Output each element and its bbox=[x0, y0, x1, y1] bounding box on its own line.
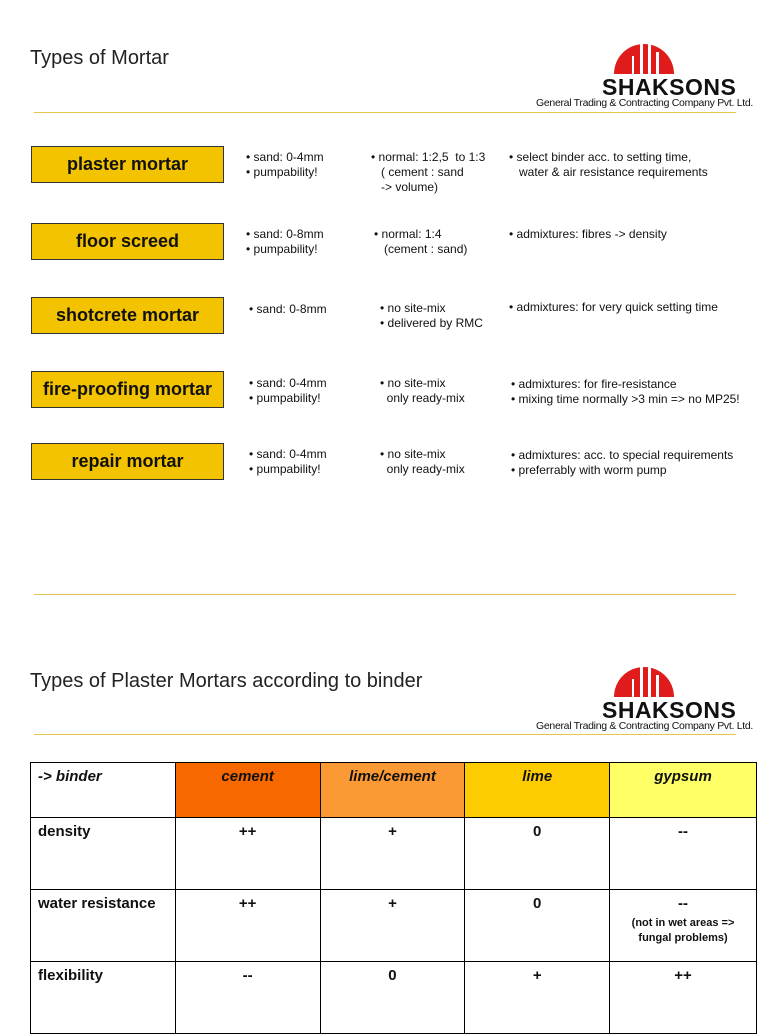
sand-note: • sand: 0-4mm • pumpability! bbox=[249, 447, 327, 476]
company-logo bbox=[536, 653, 754, 733]
admixture-note: • admixtures: for very quick setting time bbox=[509, 300, 718, 314]
binder-comparison-table bbox=[30, 762, 757, 1034]
mortar-type-label: plaster mortar bbox=[31, 146, 224, 183]
mix-note: • normal: 1:4 (cement : sand) bbox=[374, 227, 468, 256]
table-cell: 0 bbox=[320, 962, 465, 1034]
header-cell-cement: cement bbox=[175, 763, 320, 818]
logo-name: SHAKSONS bbox=[602, 74, 737, 100]
table-cell: -- bbox=[610, 818, 757, 890]
table-cell: + bbox=[320, 818, 465, 890]
sand-note: • sand: 0-8mm bbox=[249, 302, 327, 316]
table-cell: ++ bbox=[610, 962, 757, 1034]
sand-note: • sand: 0-4mm • pumpability! bbox=[246, 150, 324, 179]
cell-value: -- bbox=[678, 895, 689, 912]
slide2-title: Types of Plaster Mortars according to binder bbox=[30, 670, 423, 692]
logo-skyline-icon bbox=[612, 30, 676, 78]
table-cell: 0 bbox=[465, 818, 610, 890]
company-logo bbox=[536, 30, 754, 110]
mix-note: • no site-mix only ready-mix bbox=[380, 376, 465, 405]
mix-note: • normal: 1:2,5 to 1:3 ( cement : sand -> volume) bbox=[371, 150, 486, 194]
divider bbox=[34, 112, 736, 113]
table-cell bbox=[610, 890, 757, 962]
sand-note: • sand: 0-4mm • pumpability! bbox=[249, 376, 327, 405]
table-cell: ++ bbox=[175, 818, 320, 890]
header-cell-binder: -> binder bbox=[31, 763, 176, 818]
logo-name: SHAKSONS bbox=[602, 697, 737, 723]
admixture-note: • admixtures: fibres -> density bbox=[509, 227, 667, 241]
row-label: flexibility bbox=[31, 962, 176, 1034]
mortar-type-label: shotcrete mortar bbox=[31, 297, 224, 334]
divider bbox=[34, 734, 736, 735]
table-cell: -- bbox=[175, 962, 320, 1034]
table-row bbox=[31, 890, 757, 962]
row-label: density bbox=[31, 818, 176, 890]
logo-tagline: General Trading & Contracting Company Pvt. Ltd. bbox=[536, 97, 754, 109]
admixture-note: • admixtures: acc. to special requirements • preferrably with worm pump bbox=[511, 448, 734, 477]
mix-note: • no site-mix only ready-mix bbox=[380, 447, 465, 476]
logo-skyline-icon bbox=[612, 653, 676, 701]
mortar-type-label: fire-proofing mortar bbox=[31, 371, 224, 408]
table-cell: ++ bbox=[175, 890, 320, 962]
divider bbox=[34, 594, 736, 595]
table-cell: + bbox=[320, 890, 465, 962]
admixture-note: • select binder acc. to setting time, water & air resistance requirements bbox=[509, 150, 708, 179]
table-header-row bbox=[31, 763, 757, 818]
cell-note: (not in wet areas => fungal problems) bbox=[631, 917, 735, 944]
sand-note: • sand: 0-8mm • pumpability! bbox=[246, 227, 324, 256]
admixture-note: • admixtures: for fire-resistance • mixing time normally >3 min => no MP25! bbox=[511, 377, 740, 406]
header-cell-gypsum: gypsum bbox=[610, 763, 757, 818]
logo-tagline: General Trading & Contracting Company Pvt. Ltd. bbox=[536, 720, 754, 732]
slide1-title: Types of Mortar bbox=[30, 47, 169, 69]
mortar-type-label: floor screed bbox=[31, 223, 224, 260]
table-cell: + bbox=[465, 962, 610, 1034]
table-row bbox=[31, 962, 757, 1034]
mix-note: • no site-mix • delivered by RMC bbox=[380, 301, 483, 330]
row-label: water resistance bbox=[31, 890, 176, 962]
table-cell: 0 bbox=[465, 890, 610, 962]
table-row bbox=[31, 818, 757, 890]
header-cell-lime-cement: lime/cement bbox=[320, 763, 465, 818]
header-cell-lime: lime bbox=[465, 763, 610, 818]
mortar-type-label: repair mortar bbox=[31, 443, 224, 480]
